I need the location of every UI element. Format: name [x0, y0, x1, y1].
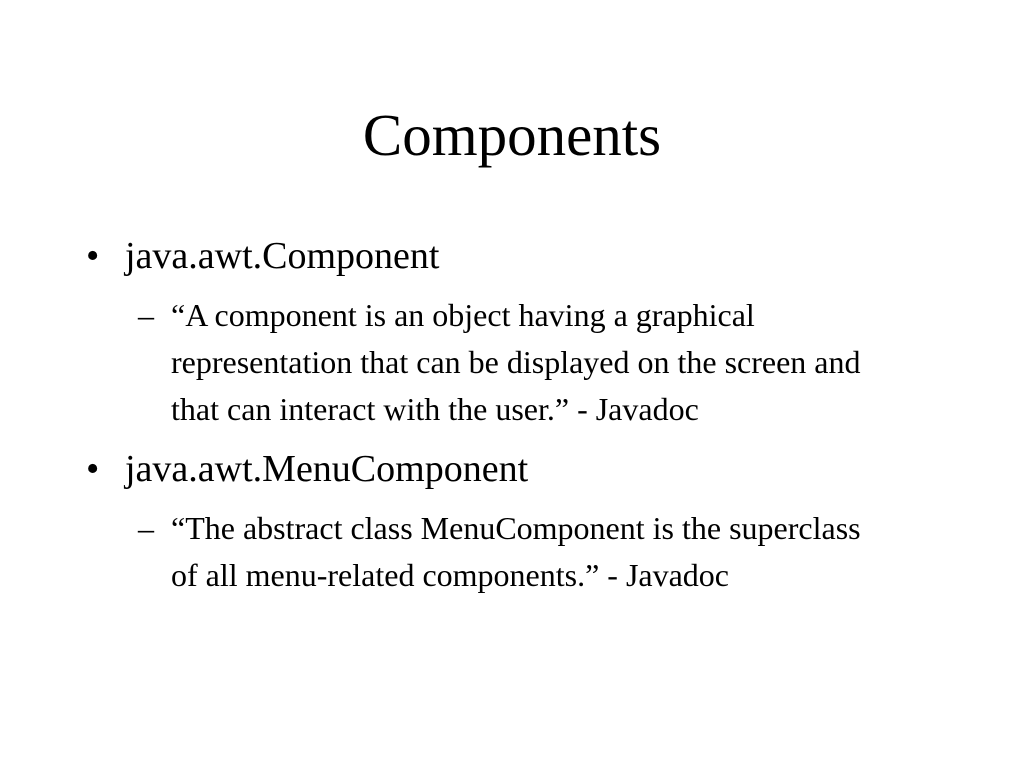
bullet-item-menucomponent — [86, 445, 946, 493]
sub-bullet-text: “A component is an object having a graphical representation that can be displayed on the screen and that can interact with the user.” - Javadoc — [171, 297, 861, 427]
bullet-item-component — [86, 232, 946, 280]
bullet-marker: • — [86, 235, 100, 277]
bullet-text: java.awt.Component — [125, 235, 440, 277]
sub-bullet-menucomponent-quote — [138, 505, 871, 599]
sub-bullet-marker: – — [138, 297, 154, 333]
bullet-list — [86, 232, 946, 599]
sub-bullet-marker: – — [138, 510, 154, 546]
bullet-marker: • — [86, 448, 100, 490]
slide-title: Components — [362, 102, 662, 168]
sub-bullet-component-quote — [138, 292, 871, 433]
bullet-text: java.awt.MenuComponent — [125, 448, 529, 490]
sub-bullet-text: “The abstract class MenuComponent is the superclass of all menu-related components.” - Javadoc — [171, 510, 861, 593]
